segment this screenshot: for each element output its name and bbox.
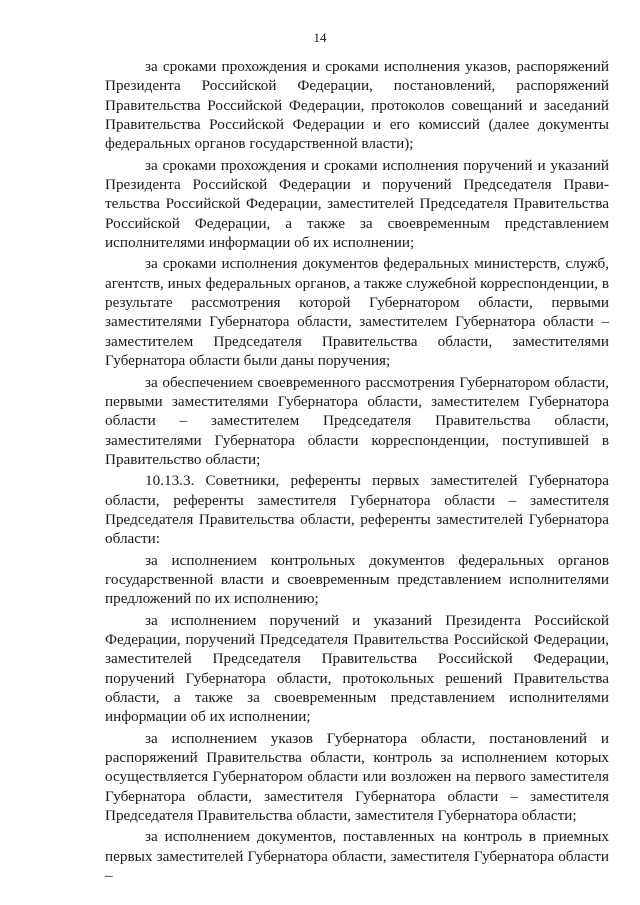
paragraph: за сроками прохождения и сроками исполнения указов, распоряжений Президента Российской Федерации, постановлений, распоряжений Правительства Российской Федерации, протоколов совещаний и заседаний Правительства Российской Федерации и его комиссий (далее документы федеральных органов государственной власти); (105, 58, 609, 153)
paragraph: за исполнением поручений и указаний Президента Российской Федерации, поручений Председателя Правительства Российской Федерации, заместителей Председателя Правительства Российской Федерации, поручений Губернатора области, протокольных решений Правительства области, а также за своевременным представлением исполнителями информации об их исполнении; (105, 611, 609, 726)
paragraph: за обеспечением своевременного рассмотрения Губернатором области, первыми заместителями Губернатора области, заместителем Губернатора области – заместителем Председателя Правительства области, заместителями Губернатора области корреспонденции, поступившей в Правительство области; (105, 373, 609, 468)
paragraph: за сроками исполнения документов федеральных министерств, служб, агентств, иных федеральных органов, а также служебной корреспонденции, в результате рассмотрения которой Губернатором области, первыми заместителями Губернатора области, заместителем Губернатора области – заместителем Председателя Правительства области, заместителями Губернатора области были даны поручения; (105, 255, 609, 370)
paragraph: за исполнением документов, поставленных на контроль в приемных первых заместителей Губернатора области, заместителя Губернатора области – (105, 828, 609, 885)
document-body (105, 57, 609, 885)
section-heading-paragraph: 10.13.3. Советники, референты первых заместителей Губернатора области, референты заместителя Губернатора области – заместителя Председателя Правительства области, референты заместителей Губернатора области: (105, 472, 609, 548)
paragraph: за исполнением указов Губернатора области, постановлений и распоряжений Правительства области, контроль за исполнением которых осуществляется Губернатором области или возложен на первого заместителя Губернатора области, заместителя Губернатора области – заместителя Председателя Правительства области, заместителя Губернатора области; (105, 729, 609, 825)
paragraph: за исполнением контрольных документов федеральных органов государственной власти и своевременным представлением исполнителями предложений по их исполнению; (105, 551, 609, 608)
page-number: 14 (313, 30, 327, 45)
paragraph: за сроками прохождения и сроками исполнения поручений и указаний Президента Российской Федерации и поручений Председателя Правительства Российской Федерации, заместителей Председателя Правительства Российской Федерации, а также за своевременным представлением исполнителями информации об их исполнении; (105, 156, 609, 252)
